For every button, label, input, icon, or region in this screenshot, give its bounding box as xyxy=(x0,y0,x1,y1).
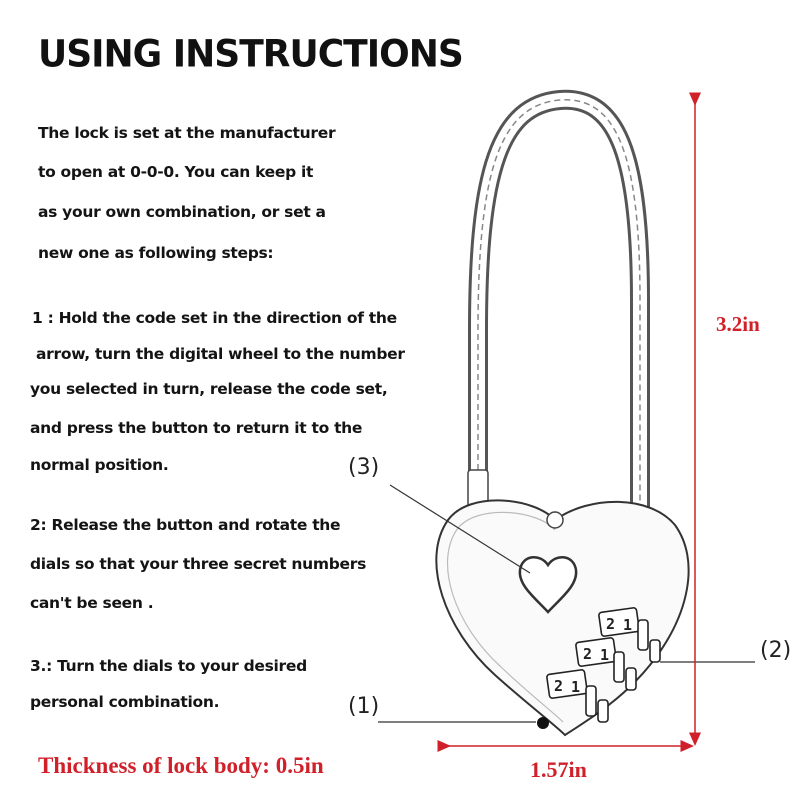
intro-line: to open at 0-0-0. You can keep it xyxy=(38,163,314,181)
step2-line: 2: Release the button and rotate the xyxy=(30,516,341,534)
step3-line: 3.: Turn the dials to your desired xyxy=(30,657,307,675)
intro-line: new one as following steps: xyxy=(38,244,274,262)
callout-label-3: (3) xyxy=(348,455,380,480)
dial-digit: 1 xyxy=(600,646,610,664)
dial-digit: 2 xyxy=(606,615,616,633)
step2-line: dials so that your three secret numbers xyxy=(30,555,367,573)
reset-hole xyxy=(537,717,549,729)
step2-line: can't be seen . xyxy=(30,594,154,612)
dial-digit: 2 xyxy=(583,645,593,663)
step1-line: you selected in turn, release the code set, xyxy=(30,380,388,398)
cable-shackle xyxy=(478,100,640,540)
step1-line: and press the button to return it to the xyxy=(30,419,363,437)
step3-line: personal combination. xyxy=(30,693,220,711)
dial-digit: 1 xyxy=(571,678,581,696)
callout-label-2: (2) xyxy=(760,638,792,663)
step1-line: arrow, turn the digital wheel to the number xyxy=(36,345,405,363)
height-label: 3.2in xyxy=(716,312,760,336)
heart-lock-body xyxy=(436,500,688,735)
page-title: USING INSTRUCTIONS xyxy=(38,32,463,77)
intro-line: as your own combination, or set a xyxy=(38,203,326,221)
step1-line: 1 : Hold the code set in the direction of the xyxy=(32,309,397,327)
step1-line: normal position. xyxy=(30,456,169,474)
thickness-label: Thickness of lock body: 0.5in xyxy=(38,753,324,778)
dial-digit: 2 xyxy=(554,677,564,695)
callout-label-1: (1) xyxy=(348,694,380,719)
dial-digit: 1 xyxy=(623,616,633,634)
intro-line: The lock is set at the manufacturer xyxy=(38,124,336,142)
width-label: 1.57in xyxy=(530,757,587,782)
